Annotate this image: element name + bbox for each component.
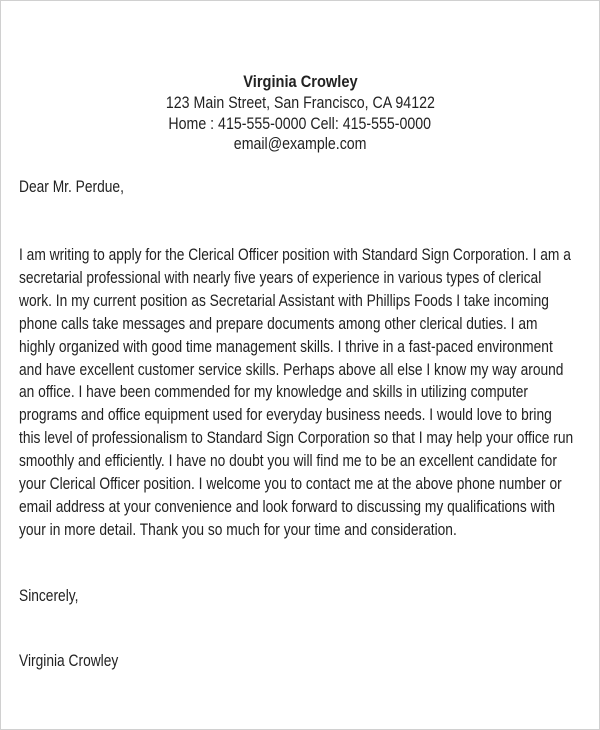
closing: Sincerely, [19, 587, 79, 605]
body-line: this level of professionalism to Standard Sign Corporation so that I may help your office run [19, 429, 574, 448]
body-line: smoothly and efficiently. I have no doubt you will find me to be an excellent candidate for [19, 452, 557, 471]
body-line: I am writing to apply for the Clerical Officer position with Standard Sign Corporation. I am a [19, 246, 571, 264]
sender-name [0, 72, 600, 92]
body-line: and have excellent customer service skills. Perhaps above all else I know my way around [19, 360, 564, 379]
body-line: email address at your convenience and look forward to discussing my qualifications with [19, 497, 556, 516]
body-line: work. In my current position as Secretarial Assistant with Phillips Foods I take incoming [19, 291, 549, 310]
body-line: an office. I have been commended for my knowledge and skills in utilizing computer [19, 383, 529, 402]
sender-phones-text: Home : 415-555-0000 Cell: 415-555-0000 [168, 115, 432, 133]
salutation: Dear Mr. Perdue, [19, 178, 124, 196]
sender-phones [0, 114, 600, 134]
body-line: programs and office equipment used for everyday business needs. I would love to bring [19, 406, 552, 425]
signature: Virginia Crowley [19, 652, 119, 670]
body-line: your in more detail. Thank you so much for your time and consideration. [19, 520, 457, 539]
body-line: your Clerical Officer position. I welcome you to contact me at the above phone number or [19, 475, 562, 493]
body-line: secretarial professional with nearly five years of experience in various types of clerical [19, 268, 542, 287]
body-line: phone calls take messages and prepare documents among other clerical duties. I am [19, 314, 538, 333]
sender-name-text: Virginia Crowley [242, 72, 358, 91]
sender-address-text: 123 Main Street, San Francisco, CA 94122 [165, 94, 435, 112]
body-line: highly organized with good time management skills. I thrive in a fast-paced environment [19, 337, 553, 356]
sender-email-text: email@example.com [233, 135, 367, 153]
sender-address [0, 93, 600, 113]
sender-email [0, 134, 600, 154]
